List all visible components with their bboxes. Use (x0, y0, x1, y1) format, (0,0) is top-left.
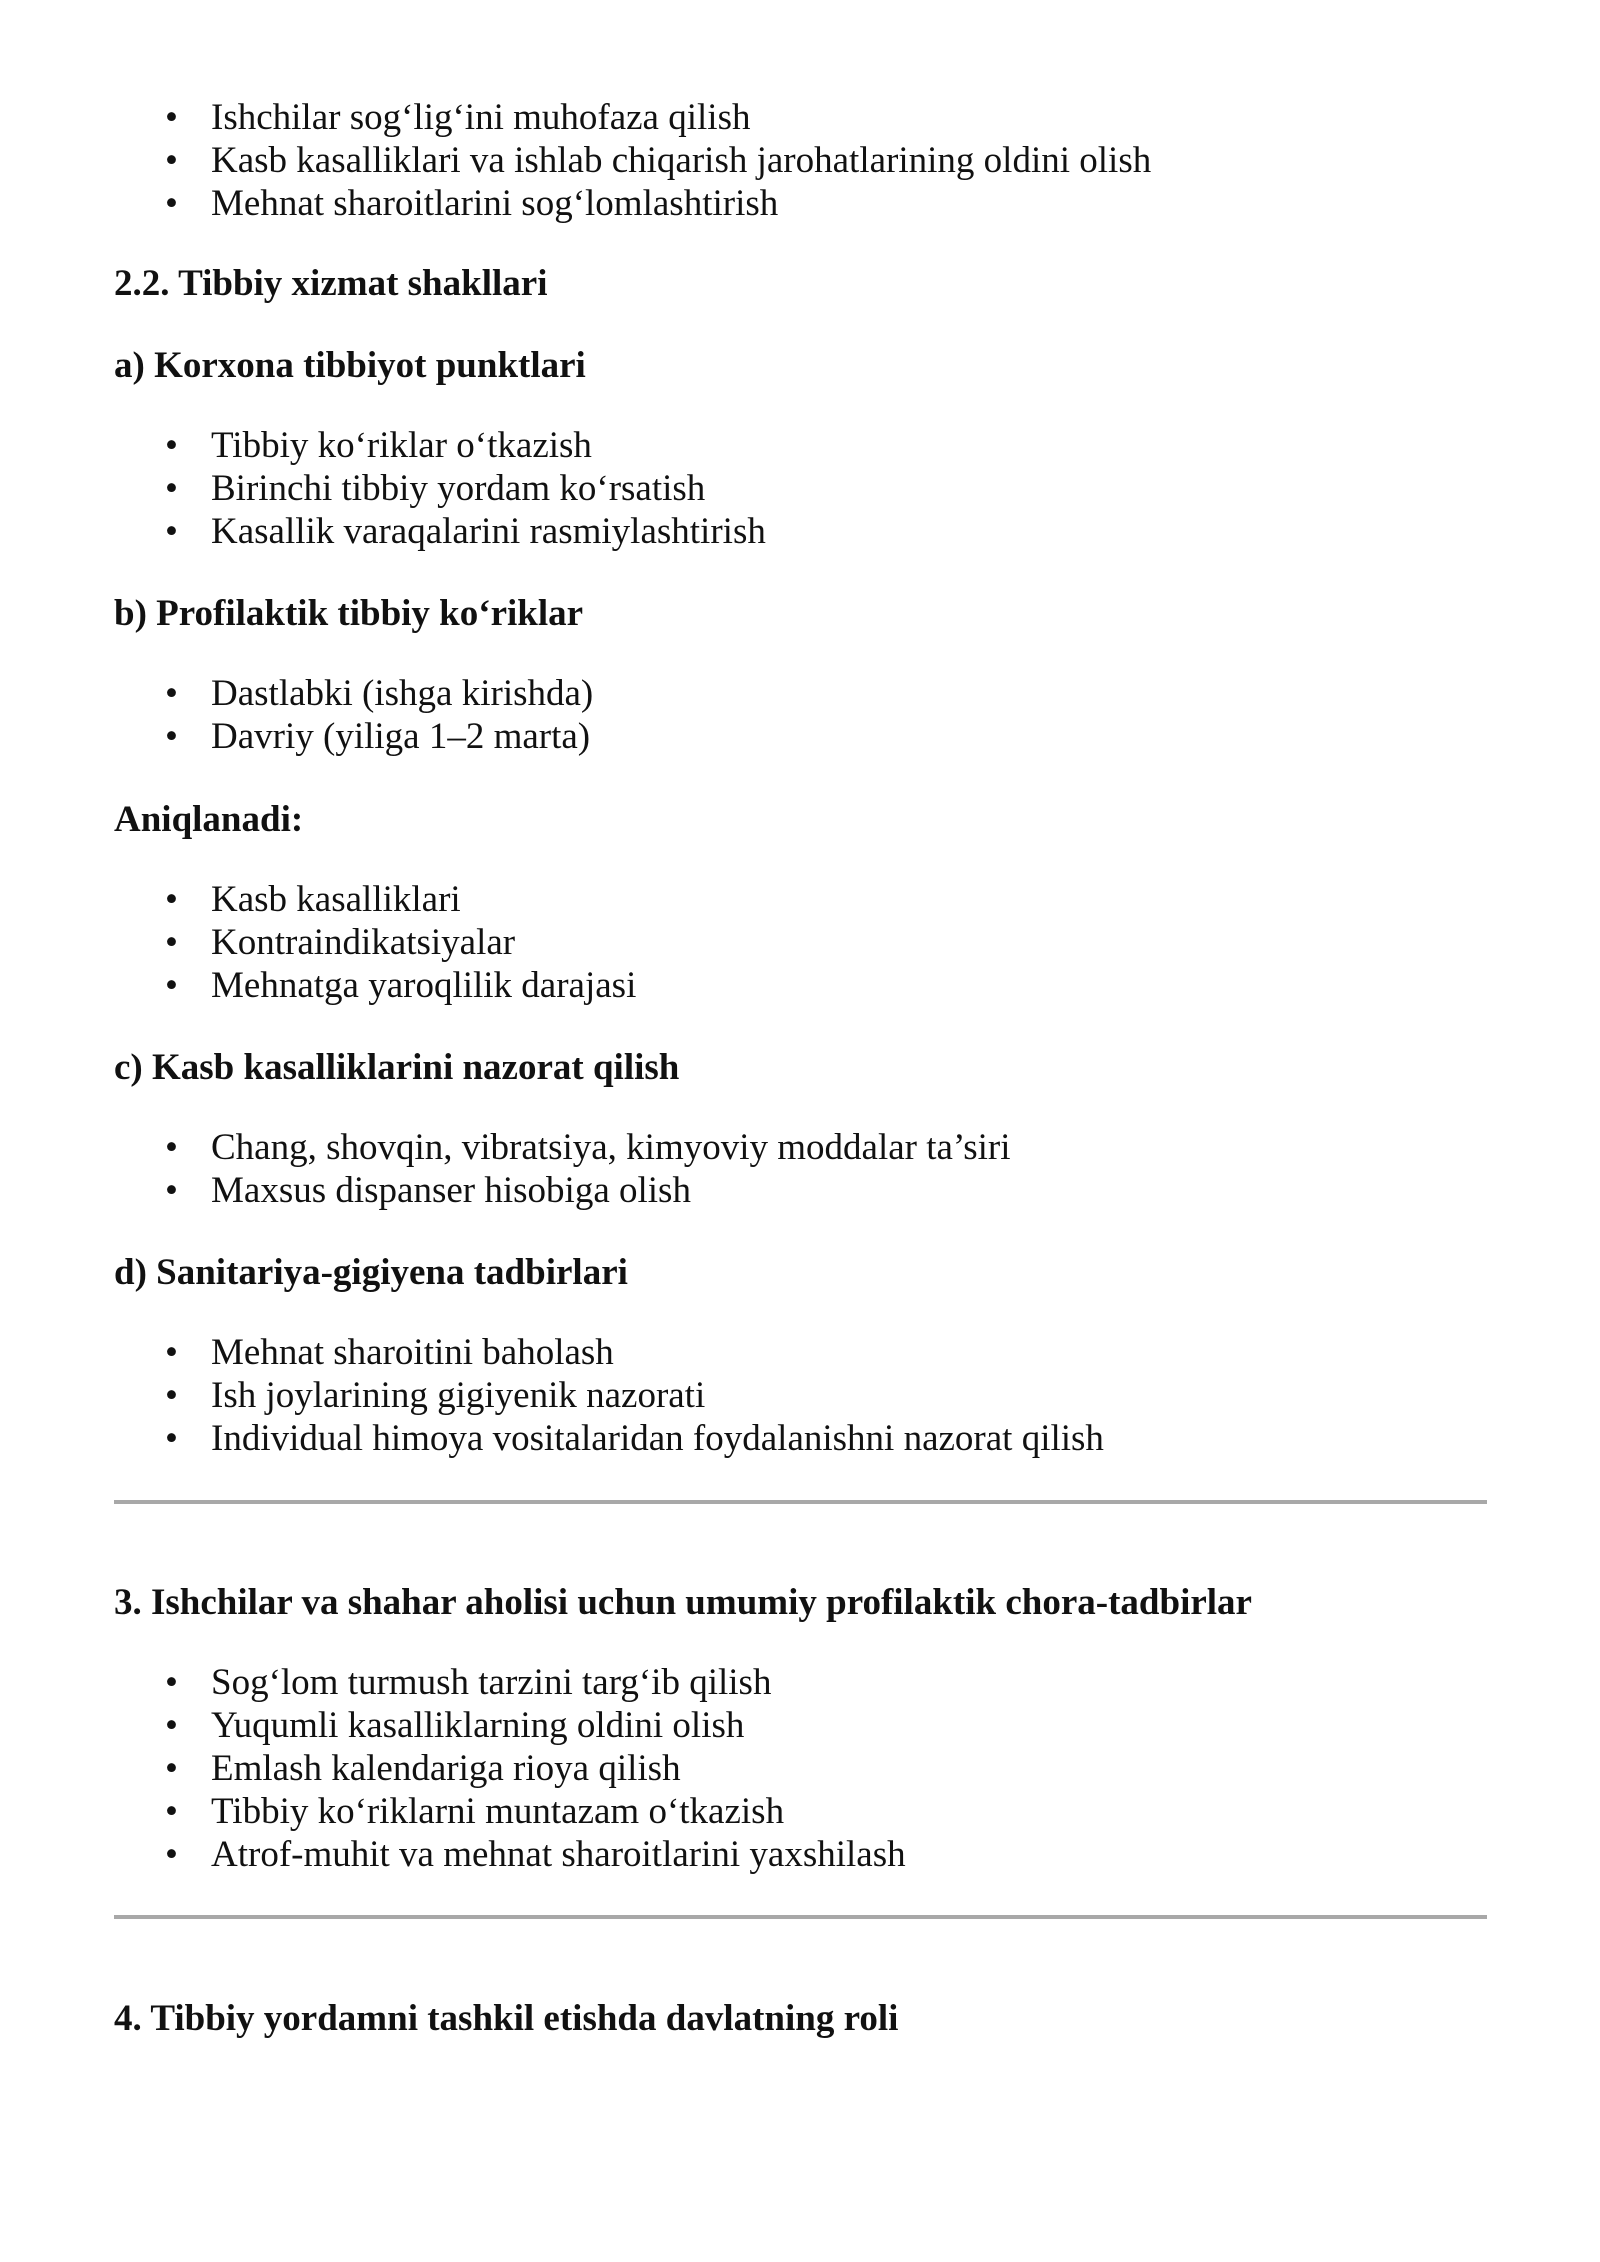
list-item (165, 964, 637, 1008)
list-item-text: Kontraindikatsiyalar (211, 922, 516, 963)
list-item (165, 1833, 906, 1877)
list-item-text: Mehnat sharoitini baholash (211, 1332, 614, 1373)
bullet-icon: • (165, 1127, 178, 1168)
bullet-icon: • (165, 97, 178, 138)
list-item (165, 921, 516, 965)
bullet-icon: • (165, 879, 178, 920)
bullet-icon: • (165, 1170, 178, 1211)
list-item-text: Individual himoya vositalaridan foydalanishni nazorat qilish (211, 1418, 1104, 1459)
list-item-text: Kasb kasalliklari (211, 879, 461, 920)
list-item (165, 1704, 745, 1748)
bullet-icon: • (165, 140, 178, 181)
list-item (165, 1331, 614, 1375)
bullet-icon: • (165, 965, 178, 1006)
list-item (165, 424, 592, 468)
list-item (165, 1169, 691, 1213)
bullet-icon: • (165, 922, 178, 963)
list-item-text: Emlash kalendariga rioya qilish (211, 1748, 681, 1789)
list-item-text: Chang, shovqin, vibratsiya, kimyoviy moddalar ta’siri (211, 1127, 1011, 1168)
list-item (165, 96, 751, 140)
bullet-icon: • (165, 673, 178, 714)
aniqlanadi-heading: Aniqlanadi: (114, 799, 304, 840)
list-item (165, 1790, 785, 1834)
subsection-heading-b: b) Profilaktik tibbiy ko‘riklar (114, 593, 584, 634)
list-item-text: Maxsus dispanser hisobiga olish (211, 1170, 691, 1211)
bullet-icon: • (165, 183, 178, 224)
list-item (165, 510, 766, 554)
list-item-text: Atrof-muhit va mehnat sharoitlarini yaxshilash (211, 1834, 906, 1875)
list-item (165, 1374, 706, 1418)
list-item-text: Mehnat sharoitlarini sog‘lomlashtirish (211, 183, 779, 224)
list-item-text: Kasallik varaqalarini rasmiylashtirish (211, 511, 766, 552)
list-item (165, 878, 461, 922)
bullet-icon: • (165, 1375, 178, 1416)
list-item-text: Kasb kasalliklari va ishlab chiqarish jarohatlarining oldini olish (211, 140, 1152, 181)
section-heading-3: 3. Ishchilar va shahar aholisi uchun umumiy profilaktik chora-tadbirlar (114, 1582, 1252, 1623)
list-item-text: Sog‘lom turmush tarzini targ‘ib qilish (211, 1662, 772, 1703)
list-item-text: Mehnatga yaroqlilik darajasi (211, 965, 637, 1006)
bullet-icon: • (165, 1791, 178, 1832)
list-item-text: Davriy (yiliga 1–2 marta) (211, 716, 591, 757)
bullet-icon: • (165, 468, 178, 509)
bullet-icon: • (165, 1418, 178, 1459)
list-item-text: Ish joylarining gigiyenik nazorati (211, 1375, 706, 1416)
list-item-text: Dastlabki (ishga kirishda) (211, 673, 594, 714)
list-item (165, 139, 1152, 183)
list-item (165, 715, 591, 759)
bullet-icon: • (165, 1662, 178, 1703)
list-item (165, 1417, 1104, 1461)
bullet-icon: • (165, 1834, 178, 1875)
bullet-icon: • (165, 511, 178, 552)
list-item-text: Ishchilar sog‘lig‘ini muhofaza qilish (211, 97, 751, 138)
horizontal-divider (114, 1500, 1487, 1504)
list-item-text: Yuqumli kasalliklarning oldini olish (211, 1705, 745, 1746)
list-item (165, 467, 706, 511)
list-item (165, 672, 594, 716)
list-item (165, 1126, 1011, 1170)
bullet-icon: • (165, 1748, 178, 1789)
list-item-text: Tibbiy ko‘riklarni muntazam o‘tkazish (211, 1791, 785, 1832)
bullet-icon: • (165, 425, 178, 466)
list-item-text: Birinchi tibbiy yordam ko‘rsatish (211, 468, 706, 509)
bullet-icon: • (165, 716, 178, 757)
list-item (165, 1661, 772, 1705)
bullet-icon: • (165, 1332, 178, 1373)
section-heading-4: 4. Tibbiy yordamni tashkil etishda davlatning roli (114, 1998, 899, 2039)
list-item-text: Tibbiy ko‘riklar o‘tkazish (211, 425, 592, 466)
horizontal-divider (114, 1915, 1487, 1919)
bullet-icon: • (165, 1705, 178, 1746)
section-heading-2-2: 2.2. Tibbiy xizmat shakllari (114, 263, 548, 304)
subsection-heading-a: a) Korxona tibbiyot punktlari (114, 345, 586, 386)
list-item (165, 1747, 681, 1791)
list-item (165, 182, 779, 226)
subsection-heading-c: c) Kasb kasalliklarini nazorat qilish (114, 1047, 680, 1088)
subsection-heading-d: d) Sanitariya-gigiyena tadbirlari (114, 1252, 628, 1293)
